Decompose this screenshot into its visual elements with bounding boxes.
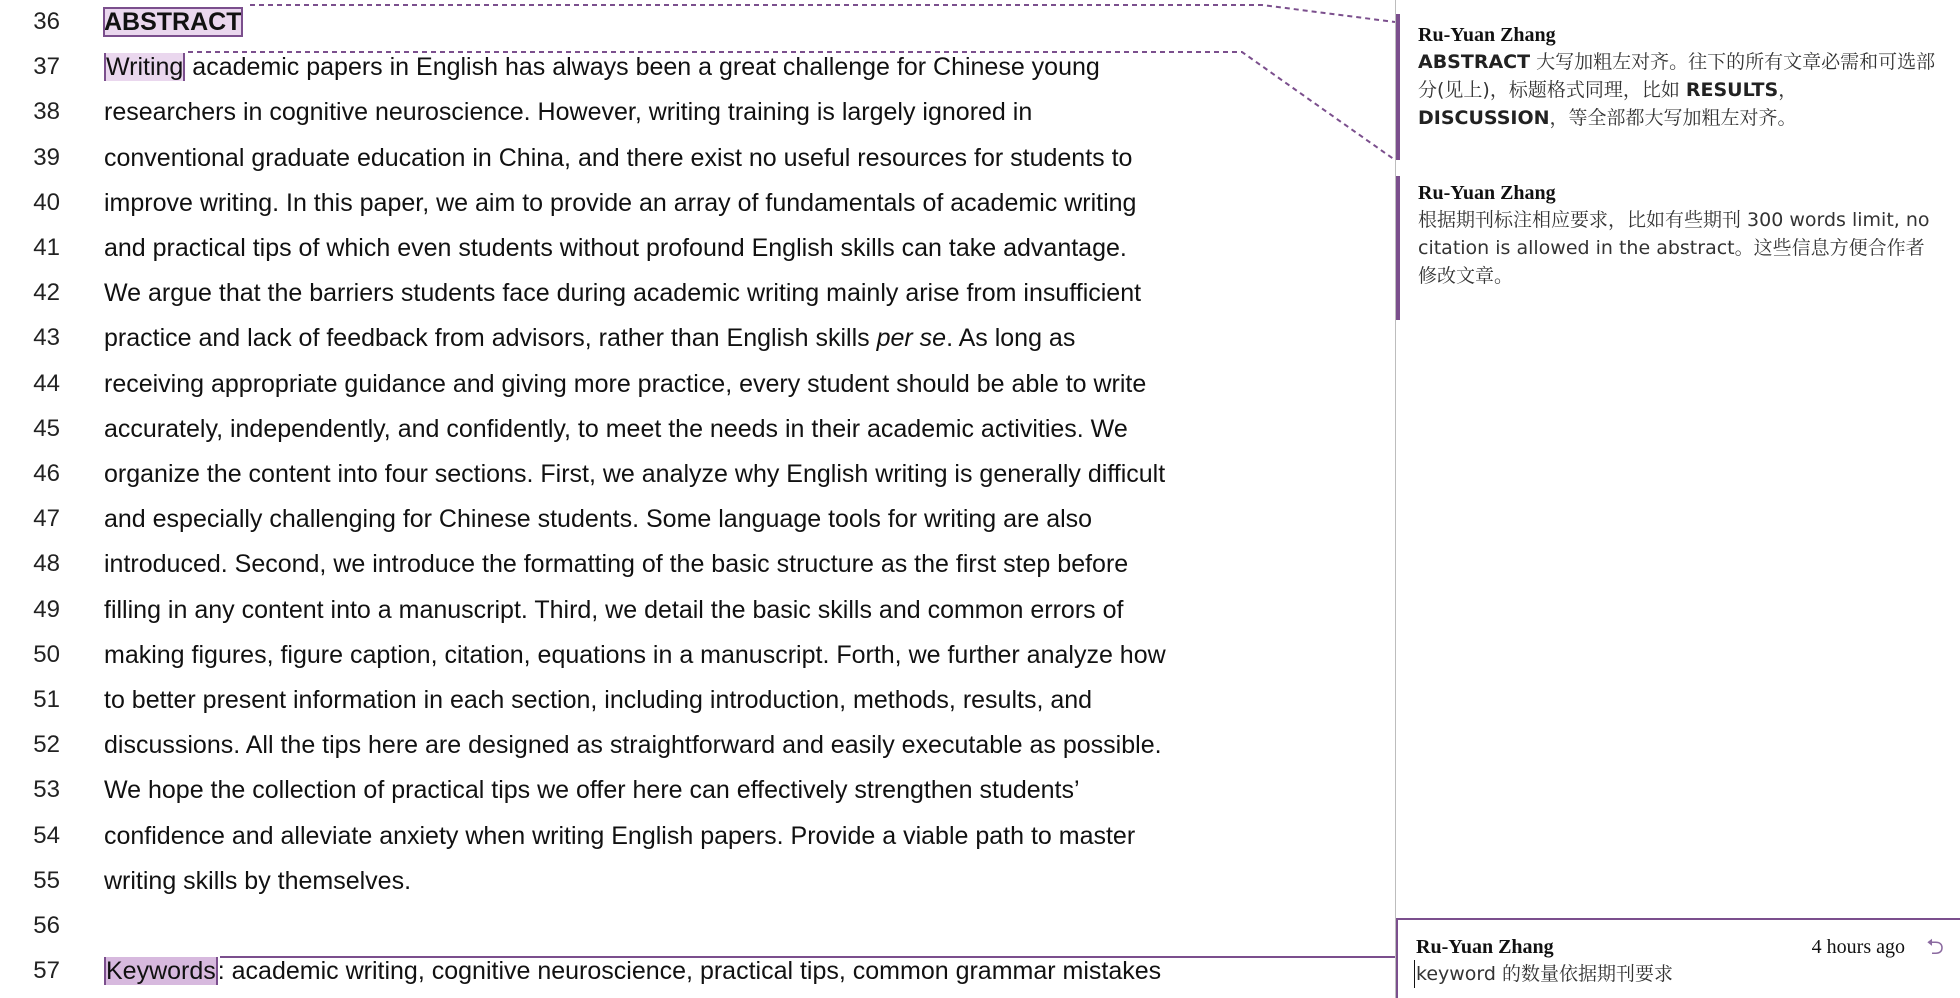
- document-line: [0, 362, 1395, 406]
- text-run: to better present information in each section, including introduction, methods, results, and: [104, 686, 1093, 714]
- line-text[interactable]: [104, 678, 1092, 722]
- line-text[interactable]: [104, 316, 1075, 360]
- document-line: [0, 45, 1395, 89]
- line-text[interactable]: [104, 723, 1162, 767]
- line-number: 41: [33, 234, 60, 261]
- comment-bold-text: DISCUSSION: [1418, 107, 1550, 129]
- commented-text: Writing: [106, 53, 184, 82]
- text-run: academic papers in English has always been a great challenge for Chinese young: [185, 53, 1100, 82]
- line-number: 37: [33, 53, 60, 81]
- line-number: 36: [33, 8, 60, 35]
- document-line: [0, 452, 1395, 496]
- text-run: and especially challenging for Chinese students. Some language tools for writing are also: [104, 505, 1093, 534]
- comment-card[interactable]: [1396, 14, 1960, 160]
- comment-timestamp: 4 hours ago: [1811, 936, 1905, 958]
- comment-text-run: 大写加粗左对齐。往下的所有文章必需和可选部分(见上)，标题格式同理，比如: [1418, 51, 1936, 101]
- text-run: We hope the collection of practical tips we offer here can effectively strengthen students’: [104, 776, 1080, 805]
- line-text[interactable]: [104, 633, 1166, 677]
- document-line: [0, 904, 1395, 948]
- line-text[interactable]: [104, 814, 1135, 858]
- italic-text: per se: [876, 324, 947, 353]
- text-run: and practical tips of which even students without profound English skills can take advantage.: [104, 234, 1127, 262]
- line-text[interactable]: [104, 452, 1165, 496]
- comment-text-run: ，: [1778, 79, 1798, 101]
- comment-text-run: ，等全部都大写加粗左对齐。: [1549, 107, 1797, 129]
- document-line: [0, 271, 1395, 315]
- text-run: . As long as: [946, 324, 1076, 353]
- document-line: [0, 859, 1395, 903]
- line-number: 56: [33, 912, 60, 939]
- line-text[interactable]: [104, 0, 242, 44]
- line-text[interactable]: [104, 768, 1080, 812]
- text-run: accurately, independently, and confidently, to meet the needs in their academic activities. We: [104, 414, 1128, 443]
- document-line: [0, 588, 1395, 632]
- commented-text: Keywords: [106, 957, 216, 986]
- line-text[interactable]: [104, 90, 1032, 134]
- comment-text-run: 根据期刊标注相应要求，比如有些期刊 300 words limit, no citation is allowed in the abstract。这些信息方便合作者修改文章。: [1418, 209, 1930, 287]
- line-text[interactable]: [104, 136, 1132, 180]
- document-line: [0, 633, 1395, 677]
- comment-author: Ru-Yuan Zhang: [1416, 936, 1554, 958]
- line-text[interactable]: [104, 542, 1128, 586]
- text-run: receiving appropriate guidance and giving more practice, every student should be able to write: [104, 369, 1147, 398]
- comment-text: [1418, 206, 1960, 290]
- comment-author: Ru-Yuan Zhang: [1418, 182, 1556, 204]
- line-number: 50: [33, 640, 60, 668]
- document-line: [0, 0, 1395, 44]
- line-number: 45: [33, 414, 60, 442]
- line-number: 53: [33, 776, 60, 804]
- line-number: 54: [33, 821, 60, 849]
- line-number: 40: [33, 188, 60, 216]
- line-text[interactable]: [104, 407, 1128, 451]
- document-line: [0, 316, 1395, 360]
- line-text[interactable]: [104, 859, 411, 903]
- line-number: 57: [33, 957, 60, 985]
- line-text[interactable]: [104, 497, 1092, 541]
- line-text[interactable]: [104, 181, 1136, 225]
- line-number: 39: [33, 143, 60, 171]
- document-line: [0, 542, 1395, 586]
- document-line: [0, 768, 1395, 812]
- line-text[interactable]: [104, 588, 1123, 632]
- text-run: [877, 324, 946, 352]
- line-number: 42: [33, 279, 60, 307]
- document-line: [0, 678, 1395, 722]
- comment-text[interactable]: [1414, 960, 1960, 988]
- text-run: conventional graduate education in China, and there exist no useful resources for students to: [104, 143, 1133, 172]
- comment-author: Ru-Yuan Zhang: [1418, 24, 1556, 46]
- text-run: making figures, figure caption, citation, equations in a manuscript. Forth, we further analyze how: [104, 640, 1166, 669]
- text-run: filling in any content into a manuscript. Third, we detail the basic skills and common errors of: [104, 595, 1124, 624]
- text-run: confidence and alleviate anxiety when writing English papers. Provide a viable path to master: [104, 821, 1136, 850]
- comment-bold-text: RESULTS: [1685, 79, 1779, 101]
- line-number: 38: [33, 98, 60, 126]
- reply-icon[interactable]: ⮌: [1926, 934, 1944, 959]
- text-run: researchers in cognitive neuroscience. However, writing training is largely ignored in: [104, 98, 1033, 127]
- comment-text: [1418, 48, 1960, 132]
- comment-margin: [1395, 0, 1960, 998]
- text-run: discussions. All the tips here are designed as straightforward and easily executable as possible.: [104, 731, 1162, 760]
- comment-card-active[interactable]: [1396, 918, 1960, 998]
- line-number: 51: [33, 686, 60, 713]
- document-line: [0, 814, 1395, 858]
- line-text[interactable]: [104, 226, 1127, 270]
- document-line: [0, 136, 1395, 180]
- line-number: 47: [33, 505, 60, 533]
- text-run: organize the content into four sections. First, we analyze why English writing is generally difficult: [104, 460, 1166, 488]
- text-run: writing skills by themselves.: [104, 866, 412, 895]
- comment-text-run: keyword 的数量依据期刊要求: [1416, 963, 1674, 985]
- line-text[interactable]: [104, 45, 1100, 89]
- text-run: introduced. Second, we introduce the formatting of the basic structure as the first step before: [104, 550, 1129, 579]
- line-number: 43: [33, 324, 60, 352]
- document-line: [0, 407, 1395, 451]
- line-number: 44: [33, 369, 60, 397]
- line-number: 55: [33, 866, 60, 894]
- text-run: practice and lack of feedback from advisors, rather than English skills: [104, 324, 877, 353]
- line-text[interactable]: [104, 362, 1146, 406]
- document-line: [0, 226, 1395, 270]
- line-text[interactable]: [104, 271, 1141, 315]
- text-run: : academic writing, cognitive neuroscience, practical tips, common grammar mistakes: [217, 957, 1162, 986]
- section-heading: ABSTRACT: [104, 8, 242, 36]
- text-run: We argue that the barriers students face during academic writing mainly arise from insufficient: [104, 279, 1142, 308]
- document-line: [0, 181, 1395, 225]
- line-number: 52: [33, 731, 60, 759]
- line-number: 49: [33, 595, 60, 623]
- document-line: [0, 497, 1395, 541]
- line-text[interactable]: [104, 949, 1161, 993]
- text-run: improve writing. In this paper, we aim to provide an array of fundamentals of academic writing: [104, 188, 1137, 217]
- comment-card[interactable]: [1396, 176, 1960, 320]
- line-number: 48: [33, 550, 60, 578]
- line-number: 46: [33, 460, 60, 487]
- document-line: [0, 723, 1395, 767]
- comment-bold-text: ABSTRACT: [1418, 51, 1531, 73]
- document-line: [0, 949, 1395, 993]
- document-line: [0, 90, 1395, 134]
